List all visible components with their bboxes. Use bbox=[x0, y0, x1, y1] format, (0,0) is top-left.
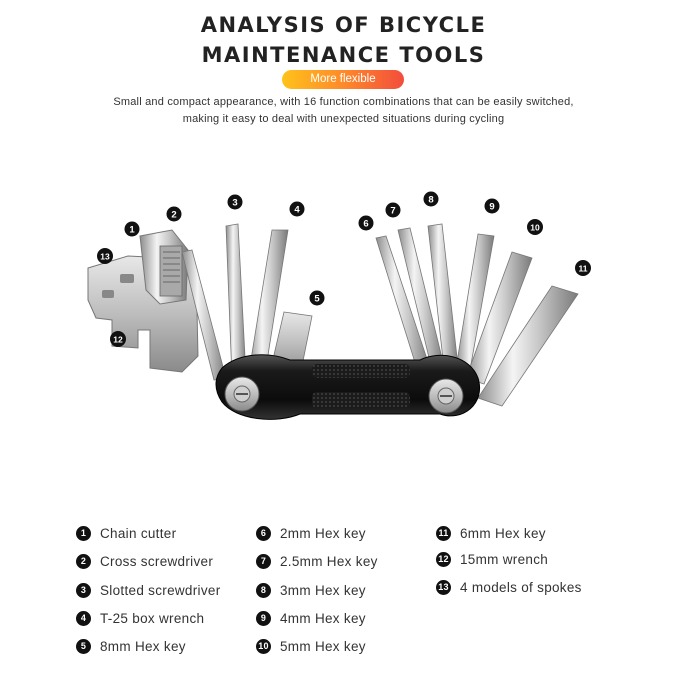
feature-badge: More flexible bbox=[282, 70, 404, 89]
legend-item-12 bbox=[436, 550, 548, 568]
legend-number-badge: 9 bbox=[256, 611, 271, 626]
callout-marker-7 bbox=[386, 203, 401, 218]
legend-item-10 bbox=[256, 637, 366, 655]
multi-tool-illustration bbox=[0, 185, 687, 435]
svg-text:2: 2 bbox=[171, 209, 177, 221]
legend-number-badge: 6 bbox=[256, 526, 271, 541]
svg-text:10: 10 bbox=[530, 222, 540, 233]
legend-label: 4mm Hex key bbox=[280, 610, 366, 626]
svg-text:11: 11 bbox=[578, 263, 588, 274]
legend-item-5 bbox=[76, 637, 186, 655]
legend-label: 2mm Hex key bbox=[280, 525, 366, 541]
page-title-line2: MAINTENANCE TOOLS bbox=[201, 43, 486, 67]
legend-item-6 bbox=[256, 524, 366, 542]
callout-marker-2 bbox=[167, 207, 182, 222]
callout-marker-8 bbox=[424, 192, 439, 207]
legend-item-9 bbox=[256, 609, 366, 627]
svg-text:9: 9 bbox=[489, 201, 495, 213]
legend-item-2 bbox=[76, 552, 213, 570]
svg-text:6: 6 bbox=[363, 218, 369, 230]
subtitle-line1: Small and compact appearance, with 16 function combinations that can be easily switched, bbox=[113, 96, 574, 108]
legend-label: 4 models of spokes bbox=[460, 579, 582, 595]
svg-text:4: 4 bbox=[294, 204, 300, 216]
legend-label: Slotted screwdriver bbox=[100, 582, 221, 598]
legend-number-badge: 2 bbox=[76, 554, 91, 569]
callout-marker-10 bbox=[527, 219, 543, 235]
legend-label: T-25 box wrench bbox=[100, 610, 205, 626]
legend-number-badge: 8 bbox=[256, 583, 271, 598]
callout-marker-6 bbox=[359, 216, 374, 231]
legend-number-badge: 4 bbox=[76, 611, 91, 626]
legend-number-badge: 13 bbox=[436, 580, 451, 595]
subtitle-line2: making it easy to deal with unexpected situations during cycling bbox=[182, 113, 505, 125]
legend-number-badge: 1 bbox=[76, 526, 91, 541]
callout-marker-11 bbox=[575, 260, 591, 276]
tool-body bbox=[216, 355, 480, 420]
legend-label: Chain cutter bbox=[100, 525, 177, 541]
legend-item-3 bbox=[76, 581, 221, 599]
legend-label: 2.5mm Hex key bbox=[280, 553, 378, 569]
svg-text:13: 13 bbox=[100, 251, 110, 262]
legend-item-13 bbox=[436, 578, 582, 596]
page-title-line1: ANALYSIS OF BICYCLE bbox=[200, 13, 487, 37]
legend-item-7 bbox=[256, 552, 378, 570]
legend-number-badge: 7 bbox=[256, 554, 271, 569]
legend-label: 8mm Hex key bbox=[100, 638, 186, 654]
legend-number-badge: 10 bbox=[256, 639, 271, 654]
svg-text:12: 12 bbox=[113, 334, 123, 345]
callout-marker-5 bbox=[310, 291, 325, 306]
legend-label: 6mm Hex key bbox=[460, 525, 546, 541]
legend-item-1 bbox=[76, 524, 176, 542]
legend-item-8 bbox=[256, 581, 366, 599]
legend-number-badge: 3 bbox=[76, 583, 91, 598]
legend-label: 15mm wrench bbox=[460, 551, 549, 567]
callout-marker-3 bbox=[228, 195, 243, 210]
callout-marker-4 bbox=[290, 202, 305, 217]
legend-number-badge: 5 bbox=[76, 639, 91, 654]
svg-text:8: 8 bbox=[428, 194, 434, 206]
legend-number-badge: 11 bbox=[436, 526, 451, 541]
legend-item-4 bbox=[76, 609, 204, 627]
legend-label: Cross screwdriver bbox=[100, 553, 214, 569]
svg-text:3: 3 bbox=[232, 197, 238, 209]
callout-marker-9 bbox=[485, 199, 500, 214]
legend-number-badge: 12 bbox=[436, 552, 451, 567]
callout-marker-1 bbox=[125, 222, 140, 237]
legend-label: 3mm Hex key bbox=[280, 582, 366, 598]
svg-text:1: 1 bbox=[129, 224, 135, 236]
callout-marker-13 bbox=[97, 248, 113, 264]
svg-text:7: 7 bbox=[390, 205, 396, 217]
legend-label: 5mm Hex key bbox=[280, 638, 366, 654]
svg-text:5: 5 bbox=[314, 293, 320, 305]
legend-item-11 bbox=[436, 524, 546, 542]
callout-marker-12 bbox=[110, 331, 126, 347]
